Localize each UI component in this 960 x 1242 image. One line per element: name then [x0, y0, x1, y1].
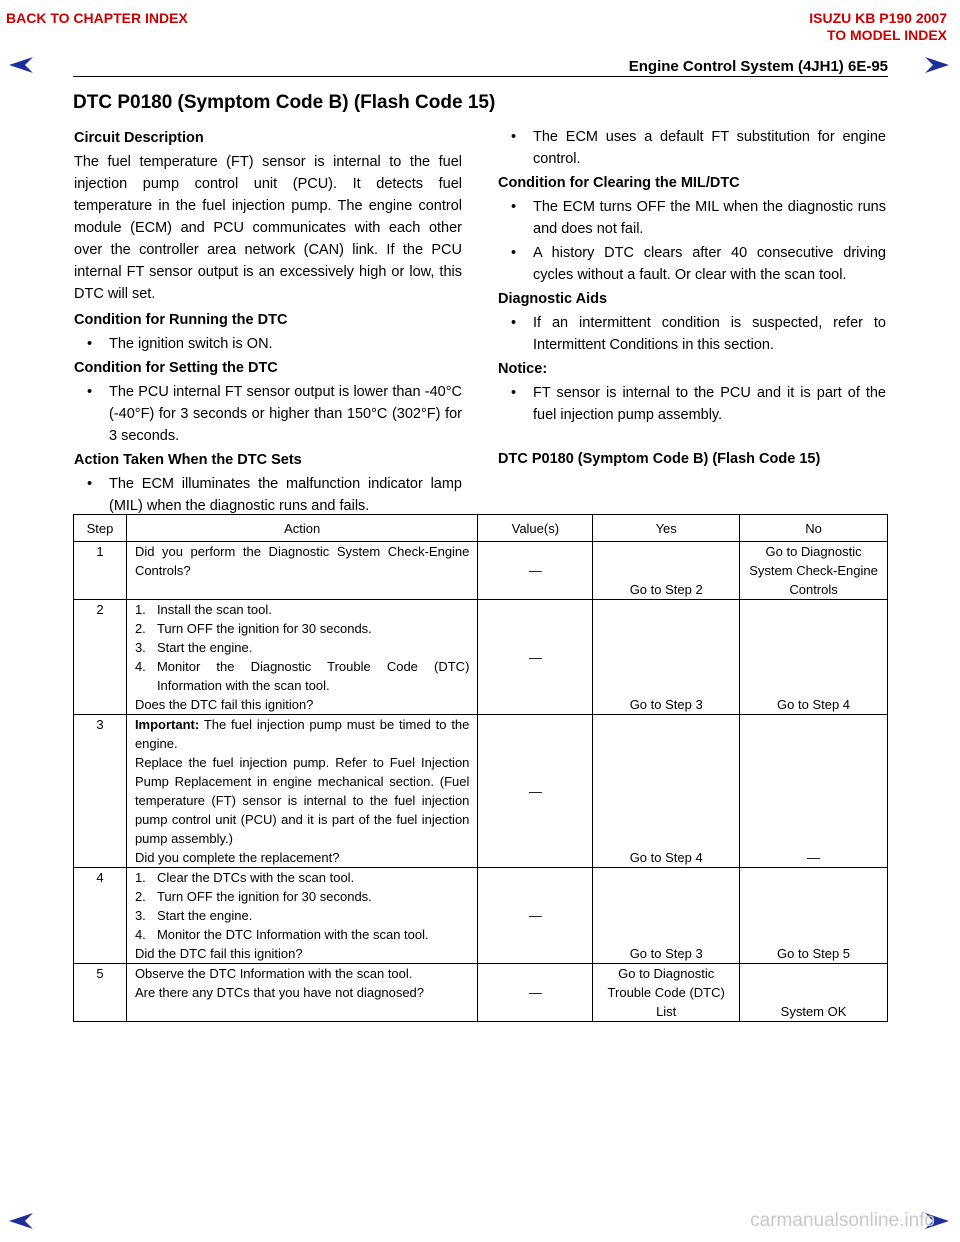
page-header-title: Engine Control System (4JH1) 6E-95 [628, 58, 888, 75]
step-number: 2 [74, 600, 127, 715]
bullet-icon: • [87, 384, 93, 400]
no-cell: System OK [740, 964, 888, 1022]
running-condition-heading: Condition for Running the DTC [74, 312, 288, 328]
setting-condition-heading: Condition for Setting the DTC [74, 360, 278, 376]
bullet-icon: • [87, 476, 93, 492]
column-header-values: Value(s) [478, 515, 593, 542]
circuit-description-heading: Circuit Description [74, 130, 204, 146]
table-row [74, 542, 888, 600]
diagnostic-aids-list [498, 312, 886, 356]
column-header-step: Step [74, 515, 127, 542]
question-text: Does the DTC fail this ignition? [134, 697, 314, 712]
value-cell: — [478, 964, 593, 1022]
diagnostic-aids-heading: Diagnostic Aids [498, 291, 608, 307]
list-item [74, 381, 462, 447]
watermark: carmanualsonline.info [750, 1210, 935, 1231]
yes-cell: Go to Step 4 [593, 715, 740, 868]
yes-cell: Go to Step 3 [593, 600, 740, 715]
step-number: 5 [74, 964, 127, 1022]
bullet-icon: • [511, 129, 517, 145]
action-taken-list [74, 473, 462, 517]
list-item-text: The ignition switch is ON. [109, 336, 273, 352]
step-number: 3 [74, 715, 127, 868]
list-item-text: Turn OFF the ignition for 30 seconds. [156, 889, 372, 904]
clearing-condition-heading: Condition for Clearing the MIL/DTC [498, 175, 740, 191]
previous-page-arrow-bottom-icon[interactable] [8, 1212, 34, 1230]
yes-cell: Go to Step 2 [593, 542, 740, 600]
value-cell: — [478, 542, 593, 600]
back-to-chapter-index-link[interactable]: BACK TO CHAPTER INDEX [6, 10, 188, 26]
no-cell: — [740, 715, 888, 868]
list-item-text: Start the engine. [156, 908, 253, 923]
value-cell: — [478, 715, 593, 868]
action-cell [126, 715, 477, 868]
list-item: 1. Install the scan tool. [134, 602, 272, 617]
procedure-list [135, 868, 469, 944]
list-item-text: A history DTC clears after 40 consecutive driving cycles without a fault. Or clear with the scan tool. [533, 245, 886, 283]
list-item-text: The ECM turns OFF the MIL when the diagnostic runs and does not fail. [533, 199, 886, 237]
value-cell: — [478, 868, 593, 964]
list-item [74, 473, 462, 517]
action-taken-list-continued [498, 126, 886, 170]
list-item-text: If an intermittent condition is suspected, refer to Intermittent Conditions in this section. [533, 315, 886, 353]
diagnostic-table [73, 514, 888, 1022]
action-cell [126, 600, 477, 715]
list-item-text: Monitor the DTC Information with the scan tool. [156, 927, 429, 942]
list-item-text: FT sensor is internal to the PCU and it is part of the fuel injection pump assembly. [533, 385, 886, 423]
column-header-no: No [740, 515, 888, 542]
list-item [498, 382, 886, 426]
important-label: Important: [134, 717, 200, 732]
list-item-text: The ECM illuminates the malfunction indicator lamp (MIL) when the diagnostic runs and fails. [109, 476, 462, 514]
previous-page-arrow-icon[interactable] [8, 56, 34, 74]
model-index-link[interactable] [809, 10, 947, 44]
list-item: 3. Start the engine. [134, 908, 253, 923]
bullet-icon: • [87, 336, 93, 352]
setting-condition-list [74, 381, 462, 447]
list-item [498, 312, 886, 356]
list-item: 4. Monitor the Diagnostic Trouble Code (DTC) Information with the scan tool. [134, 659, 470, 693]
list-item: 2. Turn OFF the ignition for 30 seconds. [134, 889, 372, 904]
important-note [135, 715, 469, 753]
circuit-description-text: The fuel temperature (FT) sensor is internal to the fuel injection pump control unit (PCU). It detects fuel temperature in the fuel injection pump. The engine control module (ECM) and PCU communicates with each other over the controller area network (CAN) link. If the PCU internal FT sensor output is an excessively high or low, this DTC will set. [74, 154, 462, 302]
list-item [74, 333, 462, 355]
notice-heading: Notice: [498, 361, 548, 377]
list-item-text: The PCU internal FT sensor output is lower than -40°C (-40°F) for 3 seconds or higher than 150°C (302°F) for 3 seconds. [109, 384, 462, 444]
list-item [498, 242, 886, 286]
important-text: The fuel injection pump must be timed to the engine. [134, 717, 470, 751]
list-item: 3. Start the engine. [134, 640, 253, 655]
no-cell: Go to Diagnostic System Check-Engine Controls [740, 542, 888, 600]
list-item-text: Monitor the Diagnostic Trouble Code (DTC) Information with the scan tool. [156, 659, 470, 693]
list-item [498, 196, 886, 240]
column-header-action: Action [126, 515, 477, 542]
left-column [74, 126, 462, 519]
document-title: DTC P0180 (Symptom Code B) (Flash Code 15) [73, 92, 496, 113]
question-text: Did you complete the replacement? [134, 850, 340, 865]
notice-list [498, 382, 886, 426]
bullet-icon: • [511, 199, 517, 215]
action-text: Replace the fuel injection pump. Refer to Fuel Injection Pump Replacement in engine mechanical section. (Fuel temperature (FT) sensor is internal to the fuel injection pump control unit (PCU) and it is part of the fuel injection pump assembly.) [134, 755, 470, 846]
bullet-icon: • [511, 385, 517, 401]
action-taken-heading: Action Taken When the DTC Sets [74, 452, 302, 468]
running-condition-list [74, 333, 462, 355]
value-cell: — [478, 600, 593, 715]
list-item-text: Install the scan tool. [156, 602, 272, 617]
list-item: 4. Monitor the DTC Information with the scan tool. [134, 927, 429, 942]
list-item [498, 126, 886, 170]
list-item-text: Start the engine. [156, 640, 253, 655]
table-row [74, 715, 888, 868]
action-cell [126, 868, 477, 964]
action-text: Observe the DTC Information with the scan tool. [134, 966, 413, 981]
action-text: Did you perform the Diagnostic System Check-Engine Controls? [134, 544, 470, 578]
action-cell [126, 964, 477, 1022]
list-item-text: The ECM uses a default FT substitution for engine control. [533, 129, 886, 167]
table-title: DTC P0180 (Symptom Code B) (Flash Code 15) [498, 451, 821, 467]
yes-cell: Go to Diagnostic Trouble Code (DTC) List [593, 964, 740, 1022]
step-number: 1 [74, 542, 127, 600]
bullet-icon: • [511, 315, 517, 331]
list-item-text: Clear the DTCs with the scan tool. [156, 870, 355, 885]
model-name-label: ISUZU KB P190 2007 [809, 10, 947, 26]
list-item: 1. Clear the DTCs with the scan tool. [134, 870, 355, 885]
list-item-text: Turn OFF the ignition for 30 seconds. [156, 621, 372, 636]
column-header-yes: Yes [593, 515, 740, 542]
table-row [74, 600, 888, 715]
no-cell: Go to Step 4 [740, 600, 888, 715]
yes-cell: Go to Step 3 [593, 868, 740, 964]
question-text: Are there any DTCs that you have not diagnosed? [134, 985, 425, 1000]
table-header-row [74, 515, 888, 542]
step-number: 4 [74, 868, 127, 964]
bullet-icon: • [511, 245, 517, 261]
clearing-condition-list [498, 196, 886, 286]
next-page-arrow-icon[interactable] [924, 56, 950, 74]
question-text: Did the DTC fail this ignition? [134, 946, 303, 961]
to-model-index-label: TO MODEL INDEX [826, 27, 947, 43]
header-divider [73, 76, 888, 77]
no-cell: Go to Step 5 [740, 868, 888, 964]
action-cell [126, 542, 477, 600]
list-item: 2. Turn OFF the ignition for 30 seconds. [134, 621, 372, 636]
table-row [74, 964, 888, 1022]
procedure-list [135, 600, 469, 695]
right-column [498, 126, 886, 472]
table-row [74, 868, 888, 964]
